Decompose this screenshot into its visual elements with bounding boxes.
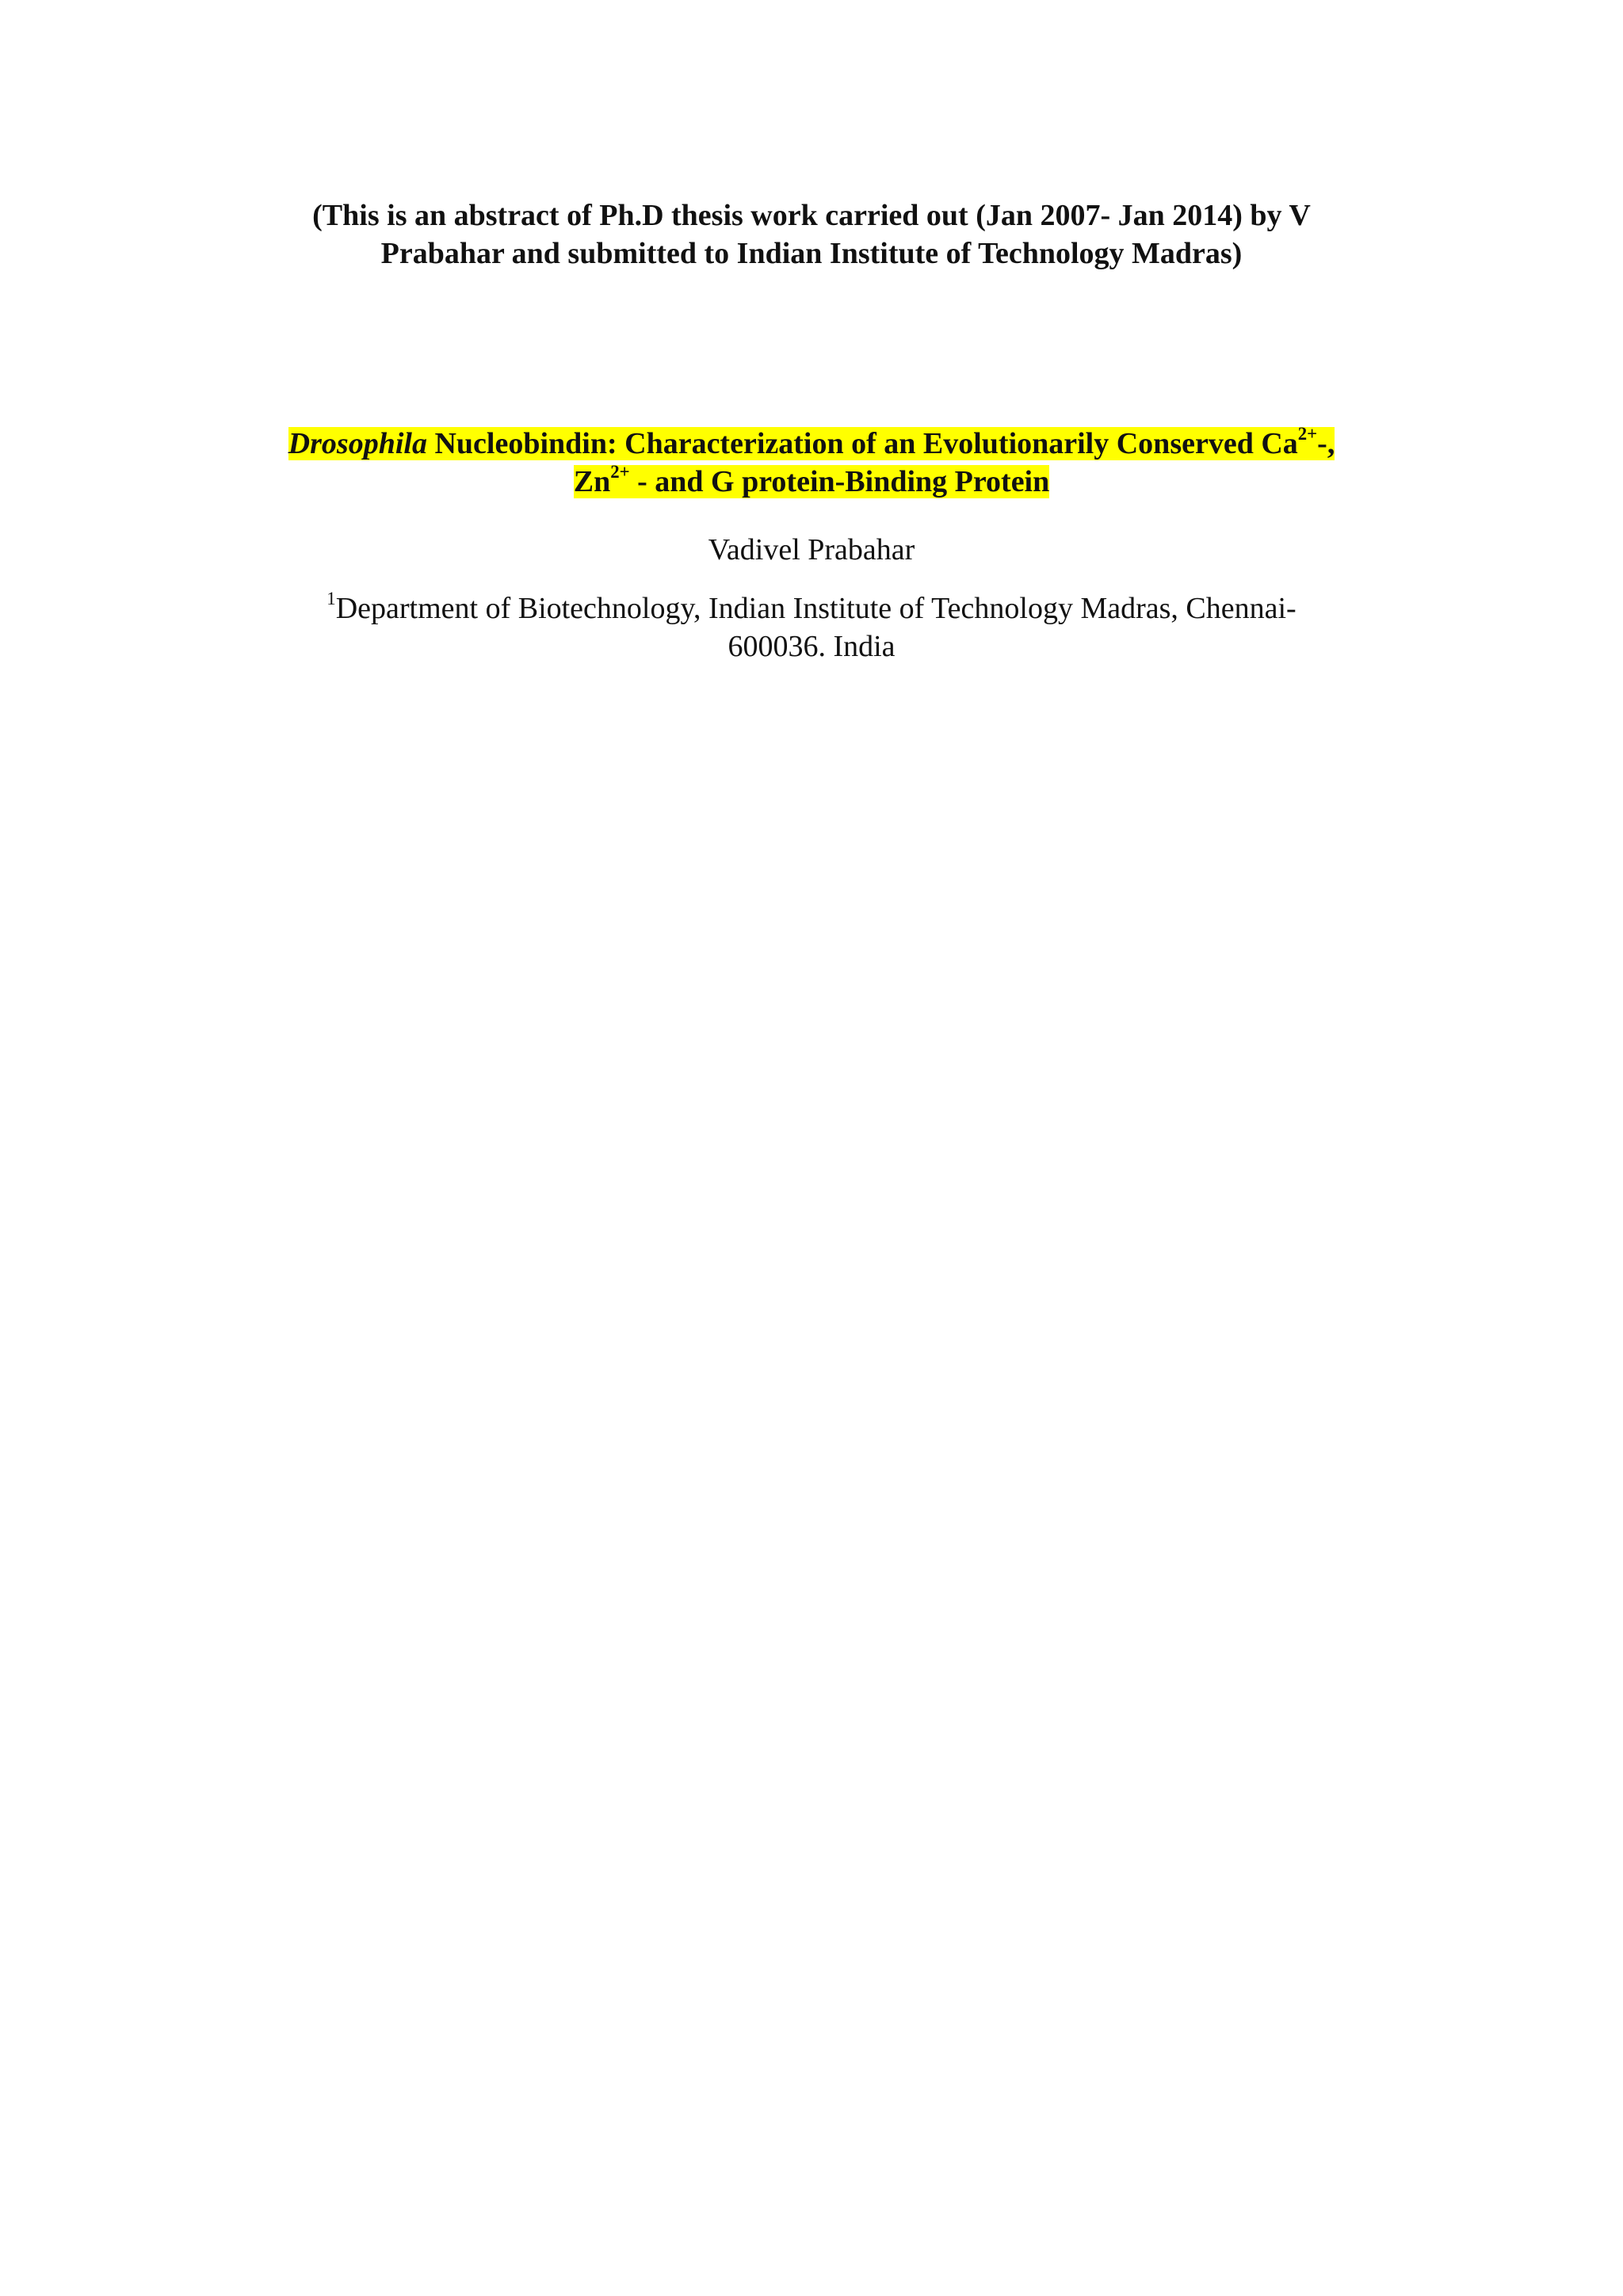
title-italic-genus: Drosophila (288, 427, 427, 460)
thesis-note-line-2: Prabahar and submitted to Indian Institute of Technology Madras) (380, 237, 1243, 270)
paper-title (238, 425, 1385, 501)
affiliation-text-1: Department of Biotechnology, Indian Institute of Technology Madras, Chennai- (335, 592, 1296, 625)
title-ca-superscript: 2+ (1297, 423, 1318, 444)
paper-title-line-1 (238, 425, 1385, 463)
title-line-1-text: Nucleobindin: Characterization of an Evolutionarily Conserved Ca (426, 427, 1298, 460)
paper-title-line-2 (238, 463, 1385, 501)
title-zn-superscript: 2+ (610, 461, 630, 482)
thesis-note-line-1: (This is an abstract of Ph.D thesis work carried out (Jan 2007- Jan 2014) by V (312, 199, 1311, 232)
affiliation-line-1 (238, 589, 1385, 627)
affiliation-marker: 1 (327, 588, 336, 608)
affiliation-line-2: 600036. India (727, 630, 896, 663)
title-zn: Zn (573, 465, 611, 498)
title-line-2-text: - and G protein-Binding Protein (629, 465, 1050, 498)
author-name: Vadivel Prabahar (708, 533, 915, 566)
thesis-note (238, 196, 1385, 273)
title-line-1-end: -, (1317, 427, 1335, 460)
affiliation (238, 589, 1385, 666)
